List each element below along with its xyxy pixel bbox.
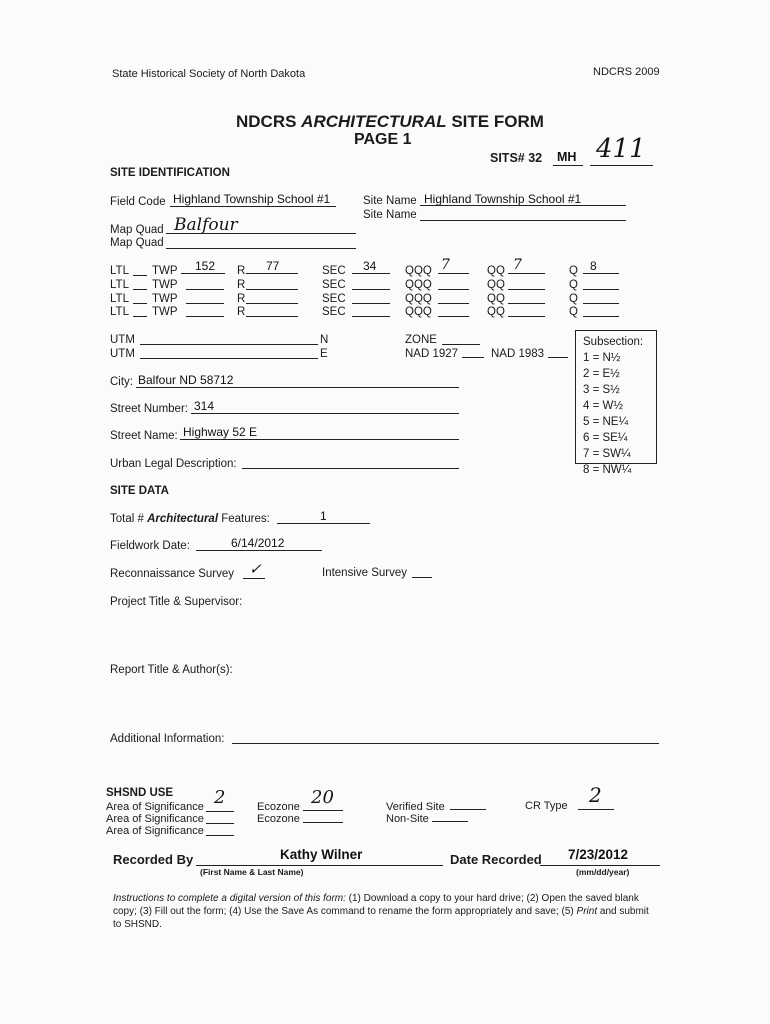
area-of-significance-line <box>206 811 234 812</box>
sec-line <box>352 273 390 274</box>
total-features-field[interactable]: 1 <box>320 509 327 523</box>
nad1983-label: NAD 1983 <box>491 348 545 360</box>
q-label: Q <box>569 265 578 277</box>
fieldwork-date-field[interactable]: 6/14/2012 <box>231 536 285 550</box>
area-of-significance-label-2: Area of Significance <box>106 813 204 825</box>
q-label: Q <box>569 306 578 318</box>
recorded-by-label: Recorded By <box>113 852 194 867</box>
report-title-label: Report Title & Author(s): <box>110 664 233 676</box>
q-label: Q <box>569 293 578 305</box>
cr-type-field[interactable]: 2 <box>589 783 602 807</box>
twp-label: TWP <box>152 279 178 291</box>
area-of-significance-field-2[interactable] <box>206 823 234 824</box>
subsection-item: 7 = SW¼ <box>583 448 631 460</box>
ltl-field[interactable] <box>133 275 147 276</box>
map-quad-field[interactable]: Balfour <box>174 215 238 235</box>
sits-mid[interactable]: MH <box>557 150 577 164</box>
qqq-field[interactable] <box>438 316 469 317</box>
project-title-label: Project Title & Supervisor: <box>110 596 243 608</box>
utm-label: UTM <box>110 334 135 346</box>
qqq-label: QQQ <box>405 293 432 305</box>
form-code: NDCRS 2009 <box>593 66 660 78</box>
org-name: State Historical Society of North Dakota <box>112 68 306 80</box>
qq-label: QQ <box>487 306 505 318</box>
qq-line <box>508 273 545 274</box>
zone-field[interactable] <box>442 344 480 345</box>
qq-label: QQ <box>487 279 505 291</box>
twp-line <box>181 273 225 274</box>
map-quad-line <box>166 233 356 234</box>
nad1927-field[interactable] <box>462 357 484 358</box>
city-line <box>136 387 459 388</box>
sits-number-line <box>590 165 653 166</box>
utm-e-label: E <box>320 348 328 360</box>
map-quad-2-label: Map Quad <box>110 237 164 249</box>
street-name-label: Street Name: <box>110 430 178 442</box>
sec-field[interactable] <box>352 316 390 317</box>
sec-label: SEC <box>322 279 346 291</box>
fieldwork-date-label: Fieldwork Date: <box>110 540 190 552</box>
sits-mid-line <box>553 165 583 166</box>
twp-field[interactable] <box>186 289 224 290</box>
recorded-by-field[interactable]: Kathy Wilner <box>280 847 363 862</box>
site-name-label: Site Name <box>363 195 417 207</box>
street-name-line <box>180 439 459 440</box>
qq-field[interactable] <box>508 303 545 304</box>
intensive-survey-label: Intensive Survey <box>322 567 408 579</box>
intensive-survey-field[interactable] <box>412 577 432 578</box>
non-site-label: Non-Site <box>386 813 429 825</box>
recorded-by-line <box>196 865 443 866</box>
site-data-heading: SITE DATA <box>110 485 169 497</box>
field-code-field[interactable]: Highland Township School #1 <box>173 192 331 206</box>
city-label: City: <box>110 376 133 388</box>
utm-north-field[interactable] <box>140 344 318 345</box>
twp-field[interactable]: 152 <box>195 259 216 273</box>
cr-type-label: CR Type <box>525 800 568 812</box>
subsection-item: 3 = S½ <box>583 384 620 396</box>
total-features-label: Total # Architectural Features: <box>110 513 270 525</box>
sits-label: SITS# 32 <box>490 151 543 165</box>
utm-n-label: N <box>320 334 329 346</box>
r-label: R <box>237 306 246 318</box>
nad1927-label: NAD 1927 <box>405 348 459 360</box>
qq-label: QQ <box>487 293 505 305</box>
sec-field[interactable] <box>352 303 390 304</box>
qqq-label: QQQ <box>405 265 432 277</box>
q-line <box>583 273 619 274</box>
field-code-line <box>170 206 336 207</box>
page-title: NDCRS ARCHITECTURAL SITE FORM <box>236 112 544 131</box>
q-field[interactable] <box>583 289 619 290</box>
reconnaissance-label: Reconnaissance Survey <box>110 568 235 580</box>
qqq-label: QQQ <box>405 279 432 291</box>
twp-field[interactable] <box>186 316 224 317</box>
additional-info-label: Additional Information: <box>110 733 225 745</box>
qqq-line <box>438 273 469 274</box>
sits-number[interactable]: 411 <box>596 134 646 164</box>
r-label: R <box>237 265 246 277</box>
ecozone-line <box>303 810 343 811</box>
subsection-item: 1 = N½ <box>583 352 621 364</box>
twp-field[interactable] <box>186 303 224 304</box>
map-quad-2-field[interactable] <box>166 248 356 249</box>
date-recorded-label: Date Recorded <box>450 852 542 867</box>
cr-type-line <box>578 809 614 810</box>
site-name-field[interactable]: Highland Township School #1 <box>424 192 582 206</box>
r-field[interactable] <box>246 316 298 317</box>
verified-site-field[interactable] <box>450 809 486 810</box>
qq-field[interactable] <box>508 289 545 290</box>
site-identification-heading: SITE IDENTIFICATION <box>110 167 230 179</box>
subsection-item: 2 = E½ <box>583 368 620 380</box>
qqq-label: QQQ <box>405 306 432 318</box>
date-recorded-line <box>540 865 660 866</box>
twp-label: TWP <box>152 265 178 277</box>
site-name-2-label: Site Name <box>363 209 417 221</box>
qq-field[interactable] <box>508 316 545 317</box>
qqq-field[interactable] <box>438 303 469 304</box>
reconnaissance-line <box>243 578 265 579</box>
ltl-field[interactable] <box>133 316 147 317</box>
twp-label: TWP <box>152 293 178 305</box>
qq-field[interactable]: 7 <box>513 257 522 273</box>
street-name-field[interactable]: Highway 52 E <box>183 425 258 439</box>
zone-label: ZONE <box>405 334 437 346</box>
r-field[interactable] <box>246 289 298 290</box>
recorded-by-hint: (First Name & Last Name) <box>200 867 304 877</box>
ltl-label: LTL <box>110 293 129 305</box>
q-field[interactable] <box>583 316 619 317</box>
ltl-field[interactable] <box>133 303 147 304</box>
qqq-field[interactable]: 7 <box>441 257 450 273</box>
area-of-significance-field[interactable]: 2 <box>214 787 226 808</box>
r-field[interactable] <box>246 303 298 304</box>
shsnd-use-heading: SHSND USE <box>106 787 174 799</box>
twp-label: TWP <box>152 306 178 318</box>
site-name-line <box>420 205 626 206</box>
area-of-significance-field-3[interactable] <box>206 835 234 836</box>
reconnaissance-check[interactable]: ✓ <box>249 560 262 578</box>
sec-label: SEC <box>322 306 346 318</box>
urban-legal-label: Urban Legal Description: <box>110 458 237 470</box>
r-label: R <box>237 279 246 291</box>
ltl-label: LTL <box>110 279 129 291</box>
site-name-2-field[interactable] <box>420 220 626 221</box>
map-quad-label: Map Quad <box>110 224 164 236</box>
additional-info-field[interactable] <box>232 743 659 744</box>
fieldwork-date-line <box>196 550 322 551</box>
subsection-item: 5 = NE¼ <box>583 416 629 428</box>
street-number-line <box>191 413 459 414</box>
ltl-field[interactable] <box>133 289 147 290</box>
area-of-significance-label-3: Area of Significance <box>106 825 204 837</box>
non-site-field[interactable] <box>432 821 468 822</box>
r-line <box>246 273 298 274</box>
urban-legal-field[interactable] <box>242 468 459 469</box>
nad1983-field[interactable] <box>548 357 568 358</box>
sec-field[interactable]: 34 <box>363 259 377 273</box>
ecozone-field-2[interactable] <box>303 822 343 823</box>
verified-site-label: Verified Site <box>386 801 445 813</box>
date-recorded-hint: (mm/dd/year) <box>576 867 630 877</box>
total-features-line <box>277 523 370 524</box>
qqq-field[interactable] <box>438 289 469 290</box>
q-field[interactable] <box>583 303 619 304</box>
utm-label-2: UTM <box>110 348 135 360</box>
date-recorded-field[interactable]: 7/23/2012 <box>568 847 629 862</box>
ltl-label: LTL <box>110 306 129 318</box>
subsection-legend <box>575 330 657 476</box>
sec-field[interactable] <box>352 289 390 290</box>
qq-label: QQ <box>487 265 505 277</box>
ecozone-field[interactable]: 20 <box>311 787 334 808</box>
ecozone-label-2: Ecozone <box>257 813 300 825</box>
sec-label: SEC <box>322 265 346 277</box>
instructions: Instructions to complete a digital version of this form: (1) Download a copy to your hard drive; (2) Open the saved blank copy; (3) Fill out the form; (4) Use the Save As command to rename the form appropriately and save; (5) Print and submit to SHSND. <box>113 893 649 930</box>
street-number-field[interactable]: 314 <box>194 399 215 413</box>
field-code-label: Field Code <box>110 196 166 208</box>
subsection-item: 4 = W½ <box>583 400 623 412</box>
page-number: PAGE 1 <box>354 131 412 148</box>
area-of-significance-label: Area of Significance <box>106 801 204 813</box>
q-field[interactable]: 8 <box>590 259 597 273</box>
subsection-title: Subsection: <box>583 336 644 348</box>
subsection-item: 8 = NW¼ <box>583 464 632 476</box>
street-number-label: Street Number: <box>110 403 188 415</box>
ecozone-label: Ecozone <box>257 801 300 813</box>
r-label: R <box>237 293 246 305</box>
subsection-item: 6 = SE¼ <box>583 432 628 444</box>
sec-label: SEC <box>322 293 346 305</box>
r-field[interactable]: 77 <box>266 259 280 273</box>
utm-east-field[interactable] <box>140 358 318 359</box>
city-field[interactable]: Balfour ND 58712 <box>138 373 234 387</box>
q-label: Q <box>569 279 578 291</box>
ltl-label: LTL <box>110 265 129 277</box>
